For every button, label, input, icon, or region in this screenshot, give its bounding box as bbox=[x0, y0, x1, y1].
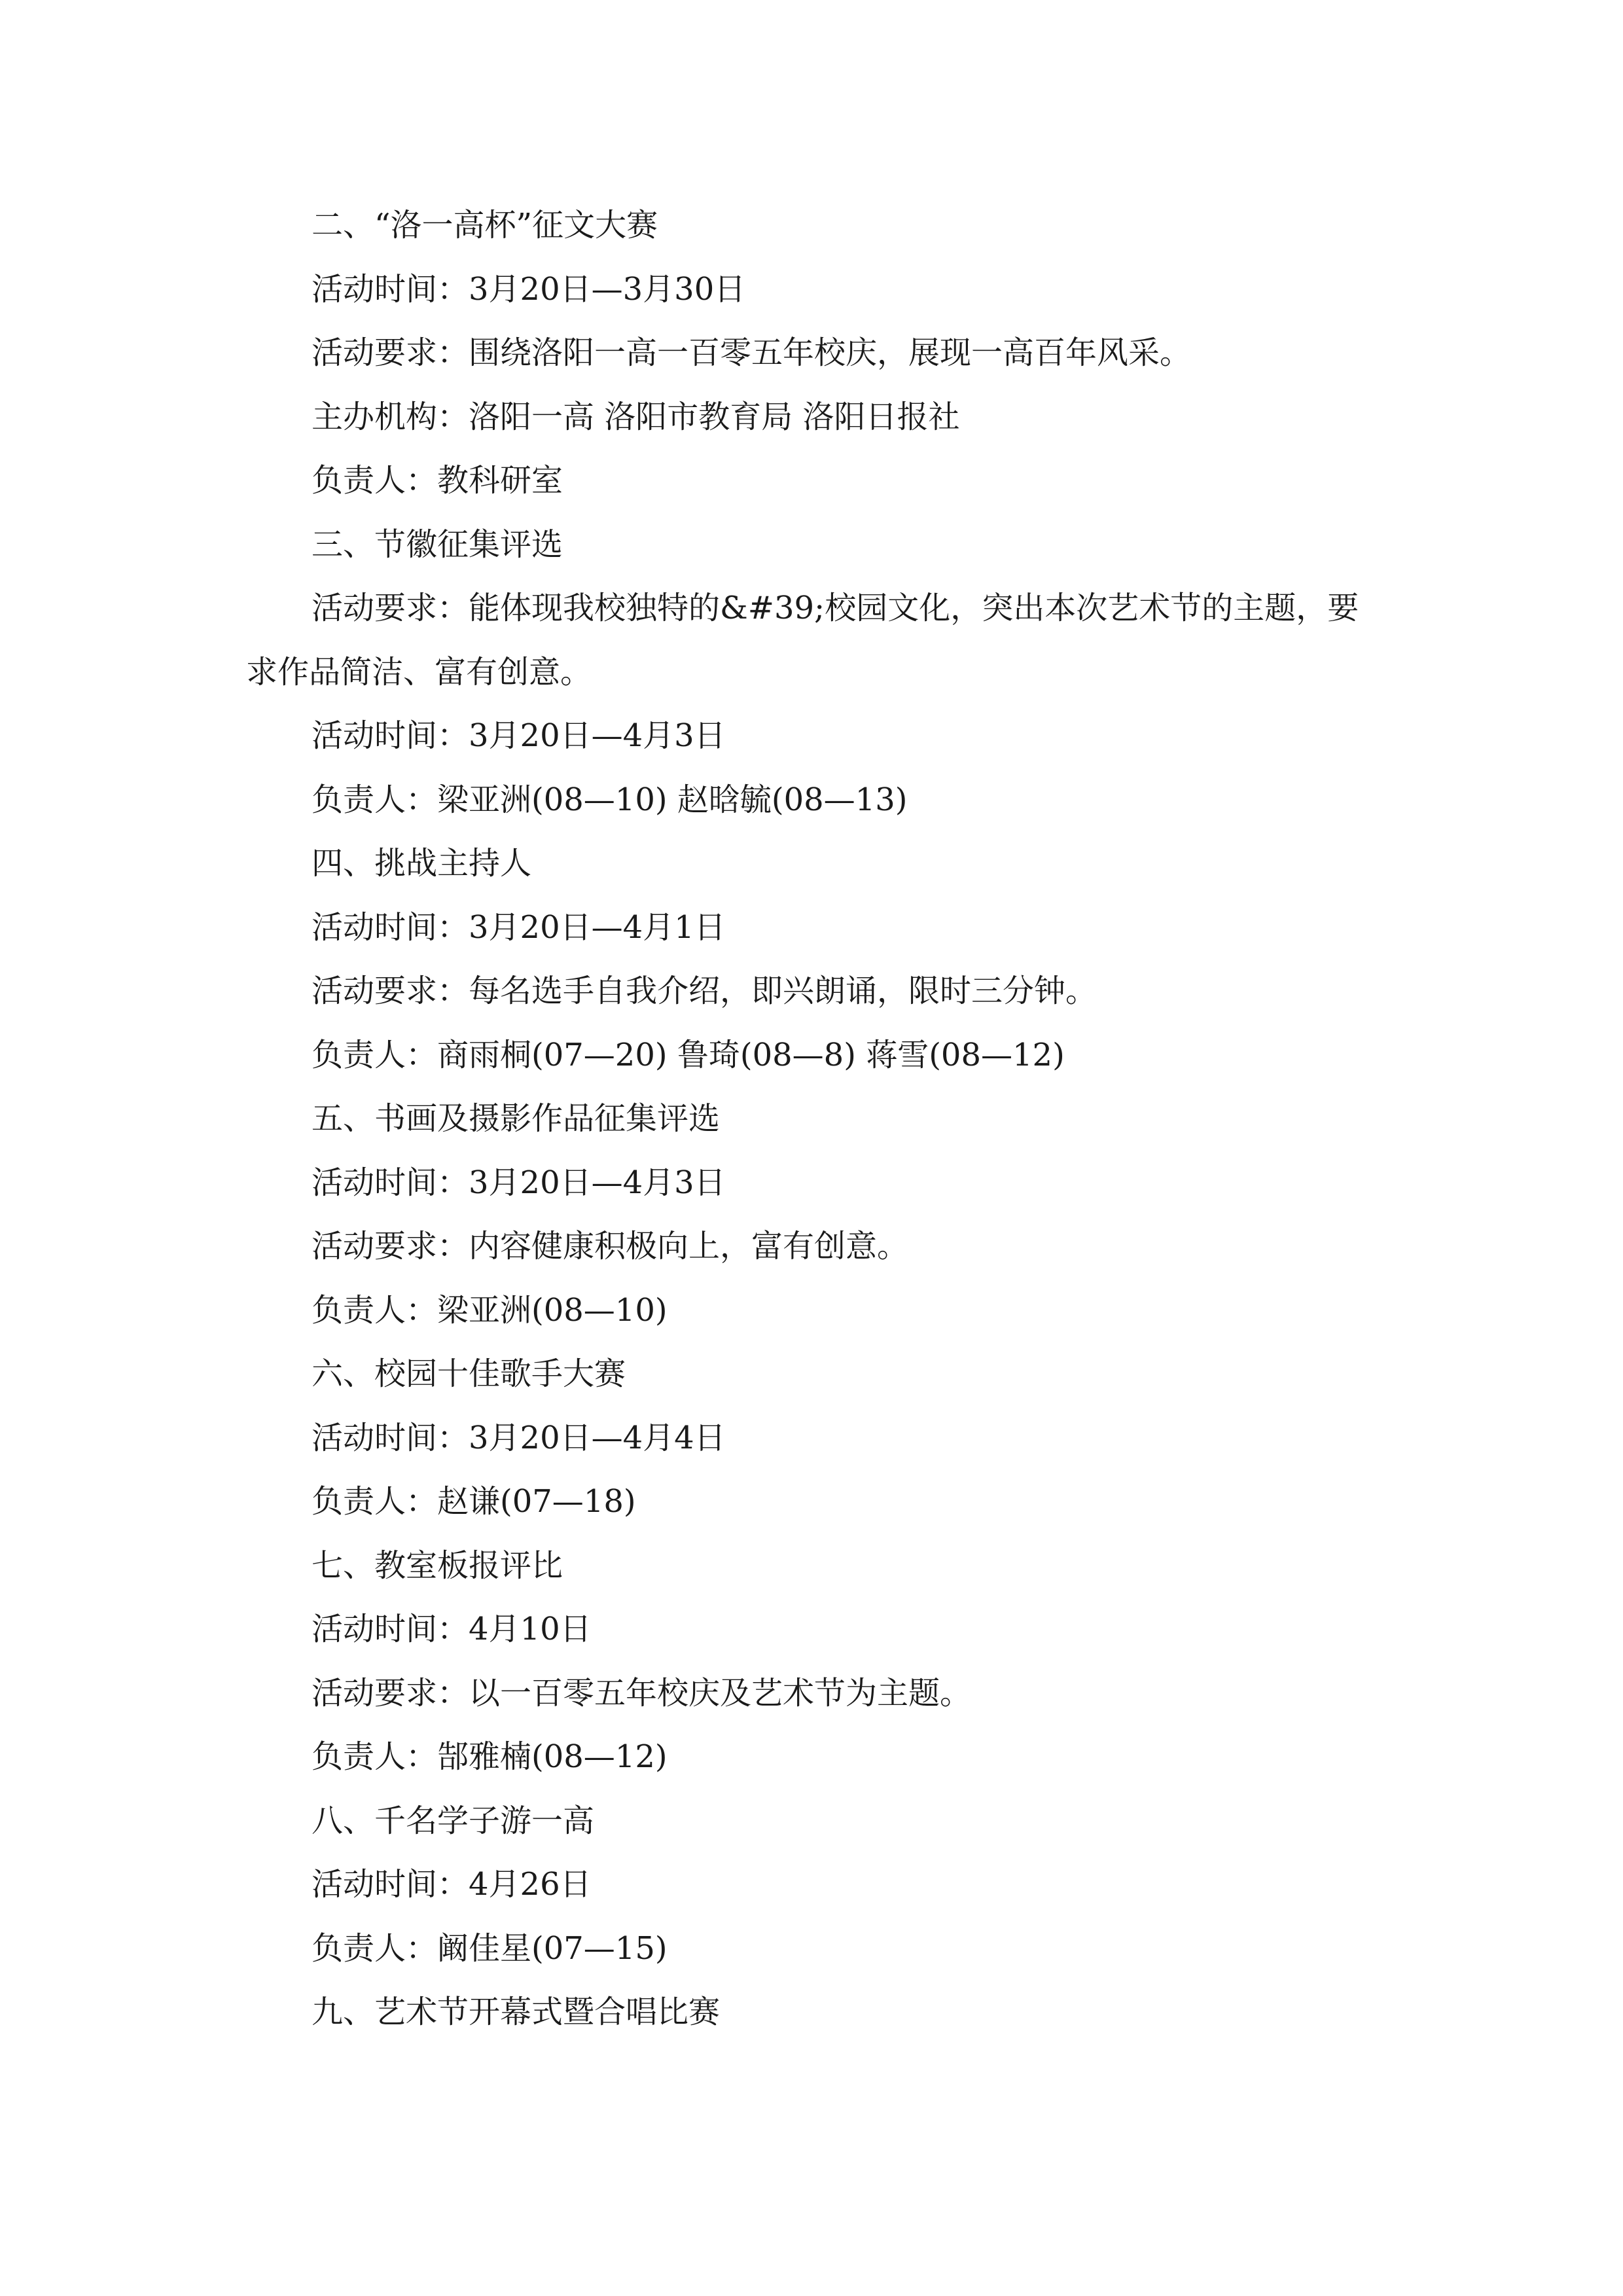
paragraph-line: 四、挑战主持人 bbox=[312, 845, 532, 882]
paragraph-line: 活动时间：3月20日—4月3日 bbox=[312, 1164, 726, 1201]
paragraph-line: 负责人：教科研室 bbox=[312, 462, 563, 499]
paragraph-line: 活动时间：3月20日—3月30日 bbox=[312, 270, 746, 308]
paragraph-line: 八、千名学子游一高 bbox=[312, 1802, 595, 1839]
paragraph-line: 二、“洛一高杯”征文大赛 bbox=[312, 207, 658, 243]
paragraph-line: 活动时间：3月20日—4月4日 bbox=[312, 1419, 726, 1456]
paragraph-line: 活动要求：围绕洛阳一高一百零五年校庆，展现一高百年风采。 bbox=[312, 334, 1192, 371]
paragraph-line: 六、校园十佳歌手大赛 bbox=[312, 1355, 626, 1392]
paragraph-line: 活动时间：3月20日—4月1日 bbox=[312, 908, 726, 946]
paragraph-line: 活动时间：4月26日 bbox=[312, 1866, 592, 1903]
paragraph-line: 五、书画及摄影作品征集评选 bbox=[312, 1100, 721, 1137]
paragraph-line: 活动要求：内容健康积极向上，富有创意。 bbox=[312, 1228, 909, 1265]
paragraph-line: 活动要求：能体现我校独特的&#39;校园文化，突出本次艺术节的主题，要 bbox=[312, 590, 1359, 626]
paragraph-line: 活动时间：3月20日—4月3日 bbox=[312, 717, 726, 754]
paragraph-line: 九、艺术节开幕式暨合唱比赛 bbox=[312, 1994, 721, 2030]
document-body bbox=[246, 194, 1378, 2045]
paragraph-line: 三、节徽征集评选 bbox=[312, 526, 563, 563]
paragraph-line: 七、教室板报评比 bbox=[312, 1547, 563, 1584]
paragraph-line: 负责人：梁亚洲(08—10) bbox=[312, 1291, 668, 1329]
paragraph-continuation-line: 求作品简洁、富有创意。 bbox=[246, 653, 592, 691]
paragraph-line: 负责人：阚佳星(07—15) bbox=[312, 1929, 668, 1967]
paragraph-line: 负责人：商雨桐(07—20) 鲁琦(08—8) 蒋雪(08—12) bbox=[312, 1036, 1065, 1073]
paragraph-line: 负责人：梁亚洲(08—10) 赵晗毓(08—13) bbox=[312, 781, 908, 818]
paragraph-line: 负责人：赵谦(07—18) bbox=[312, 1483, 636, 1520]
paragraph-line: 活动要求：以一百零五年校庆及艺术节为主题。 bbox=[312, 1674, 972, 1712]
paragraph-line: 活动要求：每名选手自我介绍，即兴朗诵，限时三分钟。 bbox=[312, 973, 1097, 1009]
paragraph-line: 负责人：郜雅楠(08—12) bbox=[312, 1738, 668, 1775]
paragraph-line: 主办机构：洛阳一高 洛阳市教育局 洛阳日报社 bbox=[312, 398, 960, 435]
paragraph-line: 活动时间：4月10日 bbox=[312, 1611, 592, 1647]
